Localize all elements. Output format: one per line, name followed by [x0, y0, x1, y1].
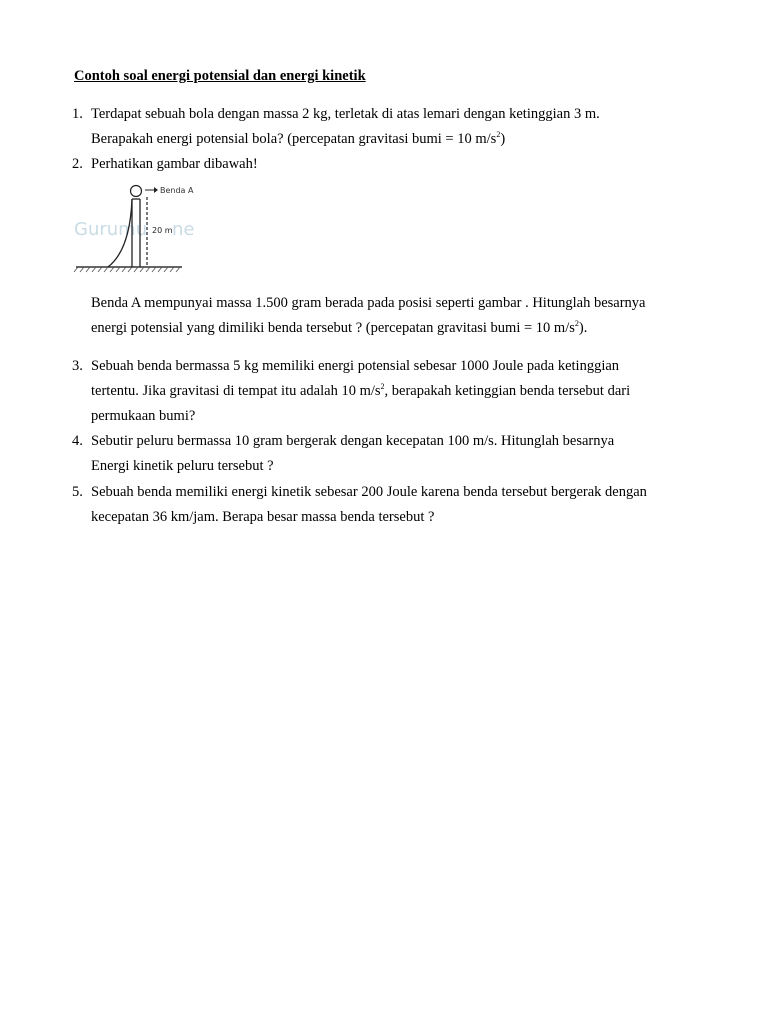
ground-hatching — [74, 267, 180, 272]
question-2 — [72, 152, 712, 177]
arrow-head — [154, 187, 158, 193]
figure-benda-a — [72, 180, 195, 276]
question-number: 1. — [72, 106, 83, 122]
label-benda-a: Benda A — [160, 186, 194, 195]
question-1 — [72, 102, 712, 152]
figure-diagram — [72, 180, 195, 276]
question-number: 5. — [72, 484, 83, 500]
question-number: 2. — [72, 156, 83, 172]
question-text: Sebutir peluru bermassa 10 gram bergerak dengan kecepatan 100 m/s. Hitunglah besarnya — [91, 433, 615, 449]
question-text: Benda A mempunyai massa 1.500 gram berada pada posisi seperti gambar . Hitunglah besarnya — [91, 295, 646, 311]
question-text: Sebuah benda memiliki energi kinetik sebesar 200 Joule karena benda tersebut bergerak dengan — [91, 484, 647, 500]
question-4 — [72, 429, 712, 479]
watermark-text: Gurumu — [74, 219, 148, 240]
question-3 — [72, 354, 712, 429]
question-text: kecepatan 36 km/jam. Berapa besar massa benda tersebut ? — [91, 509, 435, 525]
question-number: 4. — [72, 433, 83, 449]
question-text: Energi kinetik peluru tersebut ? — [91, 458, 274, 474]
question-text: Perhatikan gambar dibawah! — [91, 156, 258, 172]
superscript: 2 — [380, 382, 385, 392]
superscript: 2 — [574, 319, 579, 329]
ball-benda-a — [131, 186, 142, 197]
page-title: Contoh soal energi potensial dan energi kinetik — [74, 68, 366, 84]
superscript: 2 — [496, 130, 501, 140]
question-text: Sebuah benda bermassa 5 kg memiliki energi potensial sebesar 1000 Joule pada ketinggian — [91, 358, 620, 374]
question-text: permukaan bumi? — [91, 408, 196, 424]
label-height: 20 m — [152, 226, 173, 235]
watermark-text: ne — [172, 219, 195, 240]
question-text: Terdapat sebuah bola dengan massa 2 kg, terletak di atas lemari dengan ketinggian 3 m. — [91, 106, 600, 122]
question-text: energi potensial yang dimiliki benda tersebut ? (percepatan gravitasi bumi = 10 $m/s^2$). — [91, 319, 588, 336]
question-text: tertentu. Jika gravitasi di tempat itu adalah 10 $m/s^2$, berapakah ketinggian benda tersebut dari — [91, 382, 631, 399]
question-5 — [72, 480, 712, 530]
question-text: Berapakah energi potensial bola? (percepatan gravitasi bumi = 10 $m/s^2$) — [91, 130, 506, 147]
question-number: 3. — [72, 358, 83, 374]
question-2-paragraph — [72, 291, 712, 341]
